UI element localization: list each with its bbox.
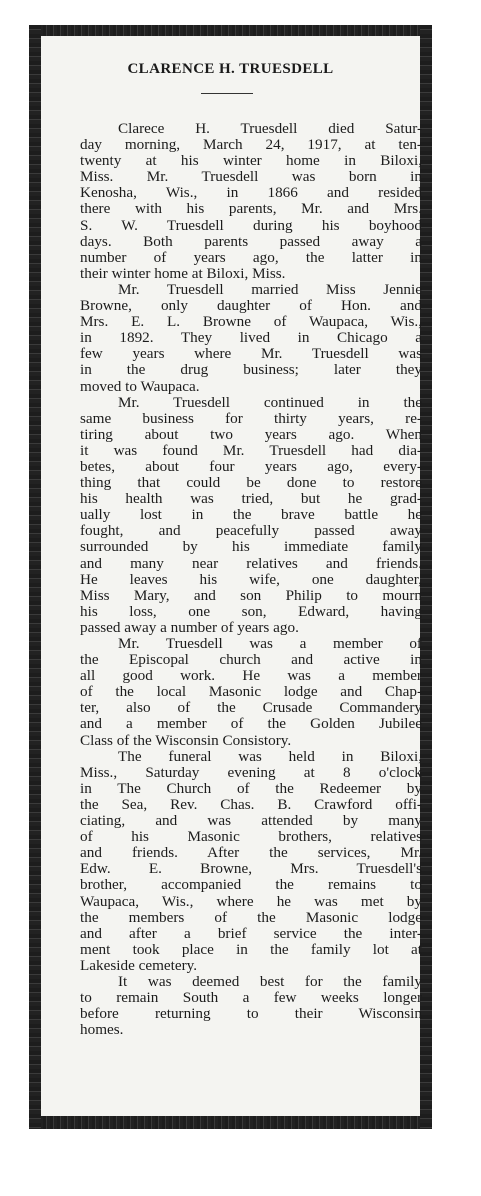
article-line: It was deemed best for the family bbox=[118, 972, 422, 990]
article-line: Clarece H. Truesdell died Satur- bbox=[118, 120, 422, 137]
article-line: He leaves his wife, one daughter, bbox=[80, 570, 422, 588]
article-line: it was found Mr. Truesdell had dia- bbox=[80, 441, 422, 459]
article-line: Miss. Mr. Truesdell was born in bbox=[80, 168, 422, 186]
article-line: Mr. Truesdell was a member of bbox=[118, 635, 422, 652]
article-line: the Sea, Rev. Chas. B. Crawford offi- bbox=[80, 795, 422, 813]
article-paragraph bbox=[80, 121, 422, 282]
article-line: ment took place in the family lot at bbox=[80, 940, 422, 958]
article-line: and a member of the Golden Jubilee bbox=[80, 715, 422, 733]
article-line: in 1892. They lived in Chicago a bbox=[80, 329, 422, 347]
article-line: twenty at his winter home in Biloxi, bbox=[80, 152, 422, 170]
article-line: and friends. After the services, Mr. bbox=[80, 844, 422, 862]
border-top bbox=[29, 25, 432, 36]
article-line: in the drug business; later they bbox=[80, 361, 422, 379]
article-line: in The Church of the Redeemer by bbox=[80, 779, 422, 797]
article-line: moved to Waupaca. bbox=[80, 377, 200, 395]
article-paragraph bbox=[80, 974, 422, 1038]
article-line: The funeral was held in Biloxi, bbox=[118, 747, 422, 765]
article-line: the members of the Masonic lodge bbox=[80, 908, 422, 926]
article-line: few years where Mr. Truesdell was bbox=[80, 345, 422, 363]
article-line: brother, accompanied the remains to bbox=[80, 876, 422, 894]
newspaper-clipping bbox=[29, 25, 432, 1129]
article-line: and many near relatives and friends. bbox=[80, 554, 422, 572]
border-left bbox=[29, 25, 41, 1129]
article-line: ter, also of the Crusade Commandery bbox=[80, 699, 422, 717]
article-paragraph bbox=[80, 282, 422, 395]
article-paragraph bbox=[80, 636, 422, 749]
article-paragraph bbox=[80, 395, 422, 636]
article-line: number of years ago, the latter in bbox=[80, 248, 422, 266]
article-line: S. W. Truesdell during his boyhood bbox=[80, 216, 422, 234]
article-line: Mr. Truesdell continued in the bbox=[118, 393, 422, 411]
article-line: Mr. Truesdell married Miss Jennie bbox=[118, 280, 422, 298]
article-line: betes, about four years ago, every- bbox=[80, 457, 422, 475]
article-line: Browne, only daughter of Hon. and bbox=[80, 297, 422, 315]
article-line: his loss, one son, Edward, having bbox=[80, 602, 422, 620]
article-line: thing that could be done to restore bbox=[80, 474, 422, 492]
article-line: and after a brief service the inter- bbox=[80, 924, 422, 942]
article-line: passed away a number of years ago. bbox=[80, 618, 299, 636]
article-line: surrounded by his immediate family bbox=[80, 538, 422, 556]
article-line: day morning, March 24, 1917, at ten- bbox=[80, 136, 422, 154]
article-body bbox=[80, 121, 422, 1038]
article-line: their winter home at Biloxi, Miss. bbox=[80, 264, 286, 282]
article-line: Mrs. E. L. Browne of Waupaca, Wis., bbox=[80, 313, 422, 331]
article-line: there with his parents, Mr. and Mrs. bbox=[80, 200, 422, 218]
article-line: the Episcopal church and active in bbox=[80, 651, 422, 669]
article-line: all good work. He was a member bbox=[80, 667, 422, 685]
article-line: days. Both parents passed away a bbox=[80, 232, 422, 250]
article-line: Miss Mary, and son Philip to mourn bbox=[80, 586, 422, 604]
article-line: ually lost in the brave battle he bbox=[80, 506, 422, 524]
article-line: homes. bbox=[80, 1021, 124, 1039]
article-line: Kenosha, Wis., in 1866 and resided bbox=[80, 184, 422, 202]
article-line: fought, and peacefully passed away bbox=[80, 522, 422, 540]
article-line: of the local Masonic lodge and Chap- bbox=[80, 683, 422, 701]
article-line: Class of the Wisconsin Consistory. bbox=[80, 731, 292, 749]
article-paragraph bbox=[80, 749, 422, 974]
article-line: of his Masonic brothers, relatives bbox=[80, 828, 422, 846]
article-line: before returning to their Wisconsin bbox=[80, 1005, 422, 1023]
article-line: Lakeside cemetery. bbox=[80, 956, 198, 974]
article-line: Miss., Saturday evening at 8 o'clock bbox=[80, 763, 422, 781]
title-rule bbox=[201, 93, 253, 94]
article-line: Edw. E. Browne, Mrs. Truesdell's bbox=[80, 860, 422, 878]
article-line: tiring about two years ago. When bbox=[80, 425, 422, 443]
article-line: his health was tried, but he grad- bbox=[80, 490, 422, 508]
article-line: to remain South a few weeks longer bbox=[80, 989, 422, 1007]
article-line: same business for thirty years, re- bbox=[80, 409, 422, 427]
border-bottom bbox=[29, 1116, 432, 1129]
article-title: CLARENCE H. TRUESDELL bbox=[127, 61, 334, 77]
article-line: ciating, and was attended by many bbox=[80, 812, 422, 830]
article-line: Waupaca, Wis., where he was met by bbox=[80, 892, 422, 910]
